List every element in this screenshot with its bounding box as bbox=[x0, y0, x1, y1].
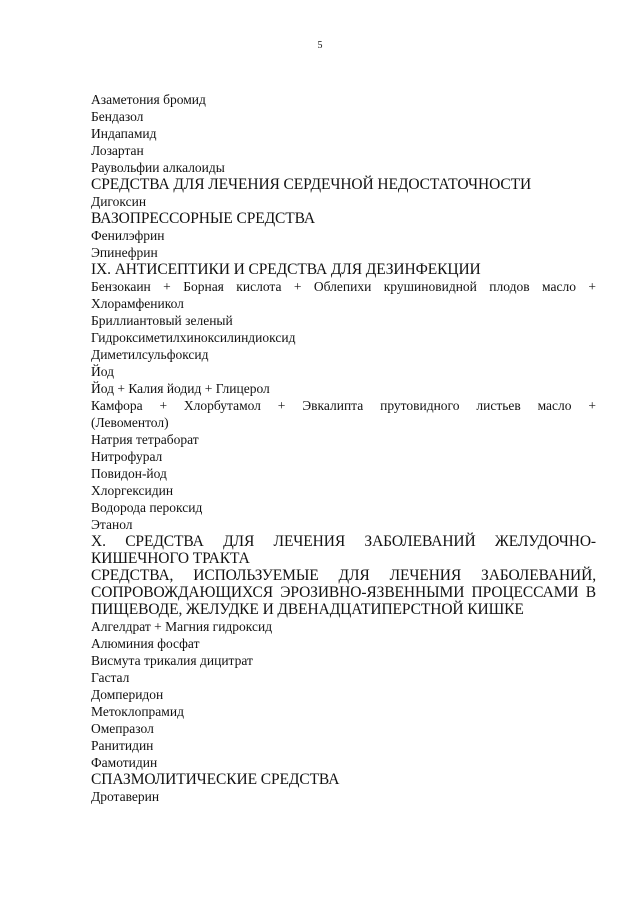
list-item: Хлоргексидин bbox=[91, 483, 174, 498]
section-heading-continuation: СОПРОВОЖДАЮЩИХСЯ ЭРОЗИВНО-ЯЗВЕННЫМИ ПРОЦЕССАМИ В bbox=[91, 584, 596, 601]
page-number: 5 bbox=[317, 40, 323, 51]
list-item: Диметилсульфоксид bbox=[91, 347, 209, 362]
list-item: Ранитидин bbox=[91, 738, 154, 753]
list-item: Этанол bbox=[91, 517, 133, 532]
list-item: Фамотидин bbox=[91, 755, 158, 770]
list-item: Йод + Калия йодид + Глицерол bbox=[91, 381, 270, 396]
list-item: Нитрофурал bbox=[91, 449, 163, 464]
list-item: Бендазол bbox=[91, 109, 144, 124]
list-item: Эпинефрин bbox=[91, 245, 158, 260]
list-item: Индапамид bbox=[91, 126, 157, 141]
list-item-continuation: Хлорамфеникол bbox=[91, 296, 184, 311]
list-item: Домперидон bbox=[91, 687, 164, 702]
list-item: Натрия тетраборат bbox=[91, 432, 199, 447]
section-heading: СРЕДСТВА ДЛЯ ЛЕЧЕНИЯ СЕРДЕЧНОЙ НЕДОСТАТОЧНОСТИ bbox=[91, 176, 532, 193]
list-item: Бензокаин + Борная кислота + Облепихи крушиновидной плодов масло + bbox=[91, 279, 596, 294]
chapter-heading: IX. АНТИСЕПТИКИ И СРЕДСТВА ДЛЯ ДЕЗИНФЕКЦИИ bbox=[91, 261, 481, 278]
list-item: Метоклопрамид bbox=[91, 704, 184, 719]
list-item: Висмута трикалия дицитрат bbox=[91, 653, 253, 668]
list-item-continuation: (Левоментол) bbox=[91, 415, 169, 430]
list-item: Водорода пероксид bbox=[91, 500, 203, 515]
list-item: Дротаверин bbox=[91, 789, 160, 804]
section-heading: ВАЗОПРЕССОРНЫЕ СРЕДСТВА bbox=[91, 210, 316, 227]
chapter-heading: X. СРЕДСТВА ДЛЯ ЛЕЧЕНИЯ ЗАБОЛЕВАНИЙ ЖЕЛУДОЧНО- bbox=[91, 533, 596, 550]
list-item: Бриллиантовый зеленый bbox=[91, 313, 233, 328]
list-item: Омепразол bbox=[91, 721, 154, 736]
list-item: Повидон-йод bbox=[91, 466, 167, 481]
drug-list bbox=[91, 91, 596, 805]
list-item: Раувольфии алкалоиды bbox=[91, 160, 225, 175]
list-item: Йод bbox=[91, 364, 114, 379]
list-item: Гастал bbox=[91, 670, 130, 685]
list-item: Лозартан bbox=[91, 143, 144, 158]
chapter-heading-continuation: КИШЕЧНОГО ТРАКТА bbox=[91, 550, 250, 567]
section-heading: СПАЗМОЛИТИЧЕСКИЕ СРЕДСТВА bbox=[91, 771, 340, 788]
section-heading: СРЕДСТВА, ИСПОЛЬЗУЕМЫЕ ДЛЯ ЛЕЧЕНИЯ ЗАБОЛЕВАНИЙ, bbox=[91, 567, 596, 584]
list-item: Дигоксин bbox=[91, 194, 147, 209]
list-item: Алюминия фосфат bbox=[91, 636, 200, 651]
list-item: Гидроксиметилхиноксилиндиоксид bbox=[91, 330, 296, 345]
list-item: Азаметония бромид bbox=[91, 92, 206, 107]
list-item: Алгелдрат + Магния гидроксид bbox=[91, 619, 273, 634]
list-item: Фенилэфрин bbox=[91, 228, 165, 243]
section-heading-continuation: ПИЩЕВОДЕ, ЖЕЛУДКЕ И ДВЕНАДЦАТИПЕРСТНОЙ КИШКЕ bbox=[91, 601, 524, 618]
list-item: Камфора + Хлорбутамол + Эвкалипта прутовидного листьев масло + bbox=[91, 398, 596, 413]
